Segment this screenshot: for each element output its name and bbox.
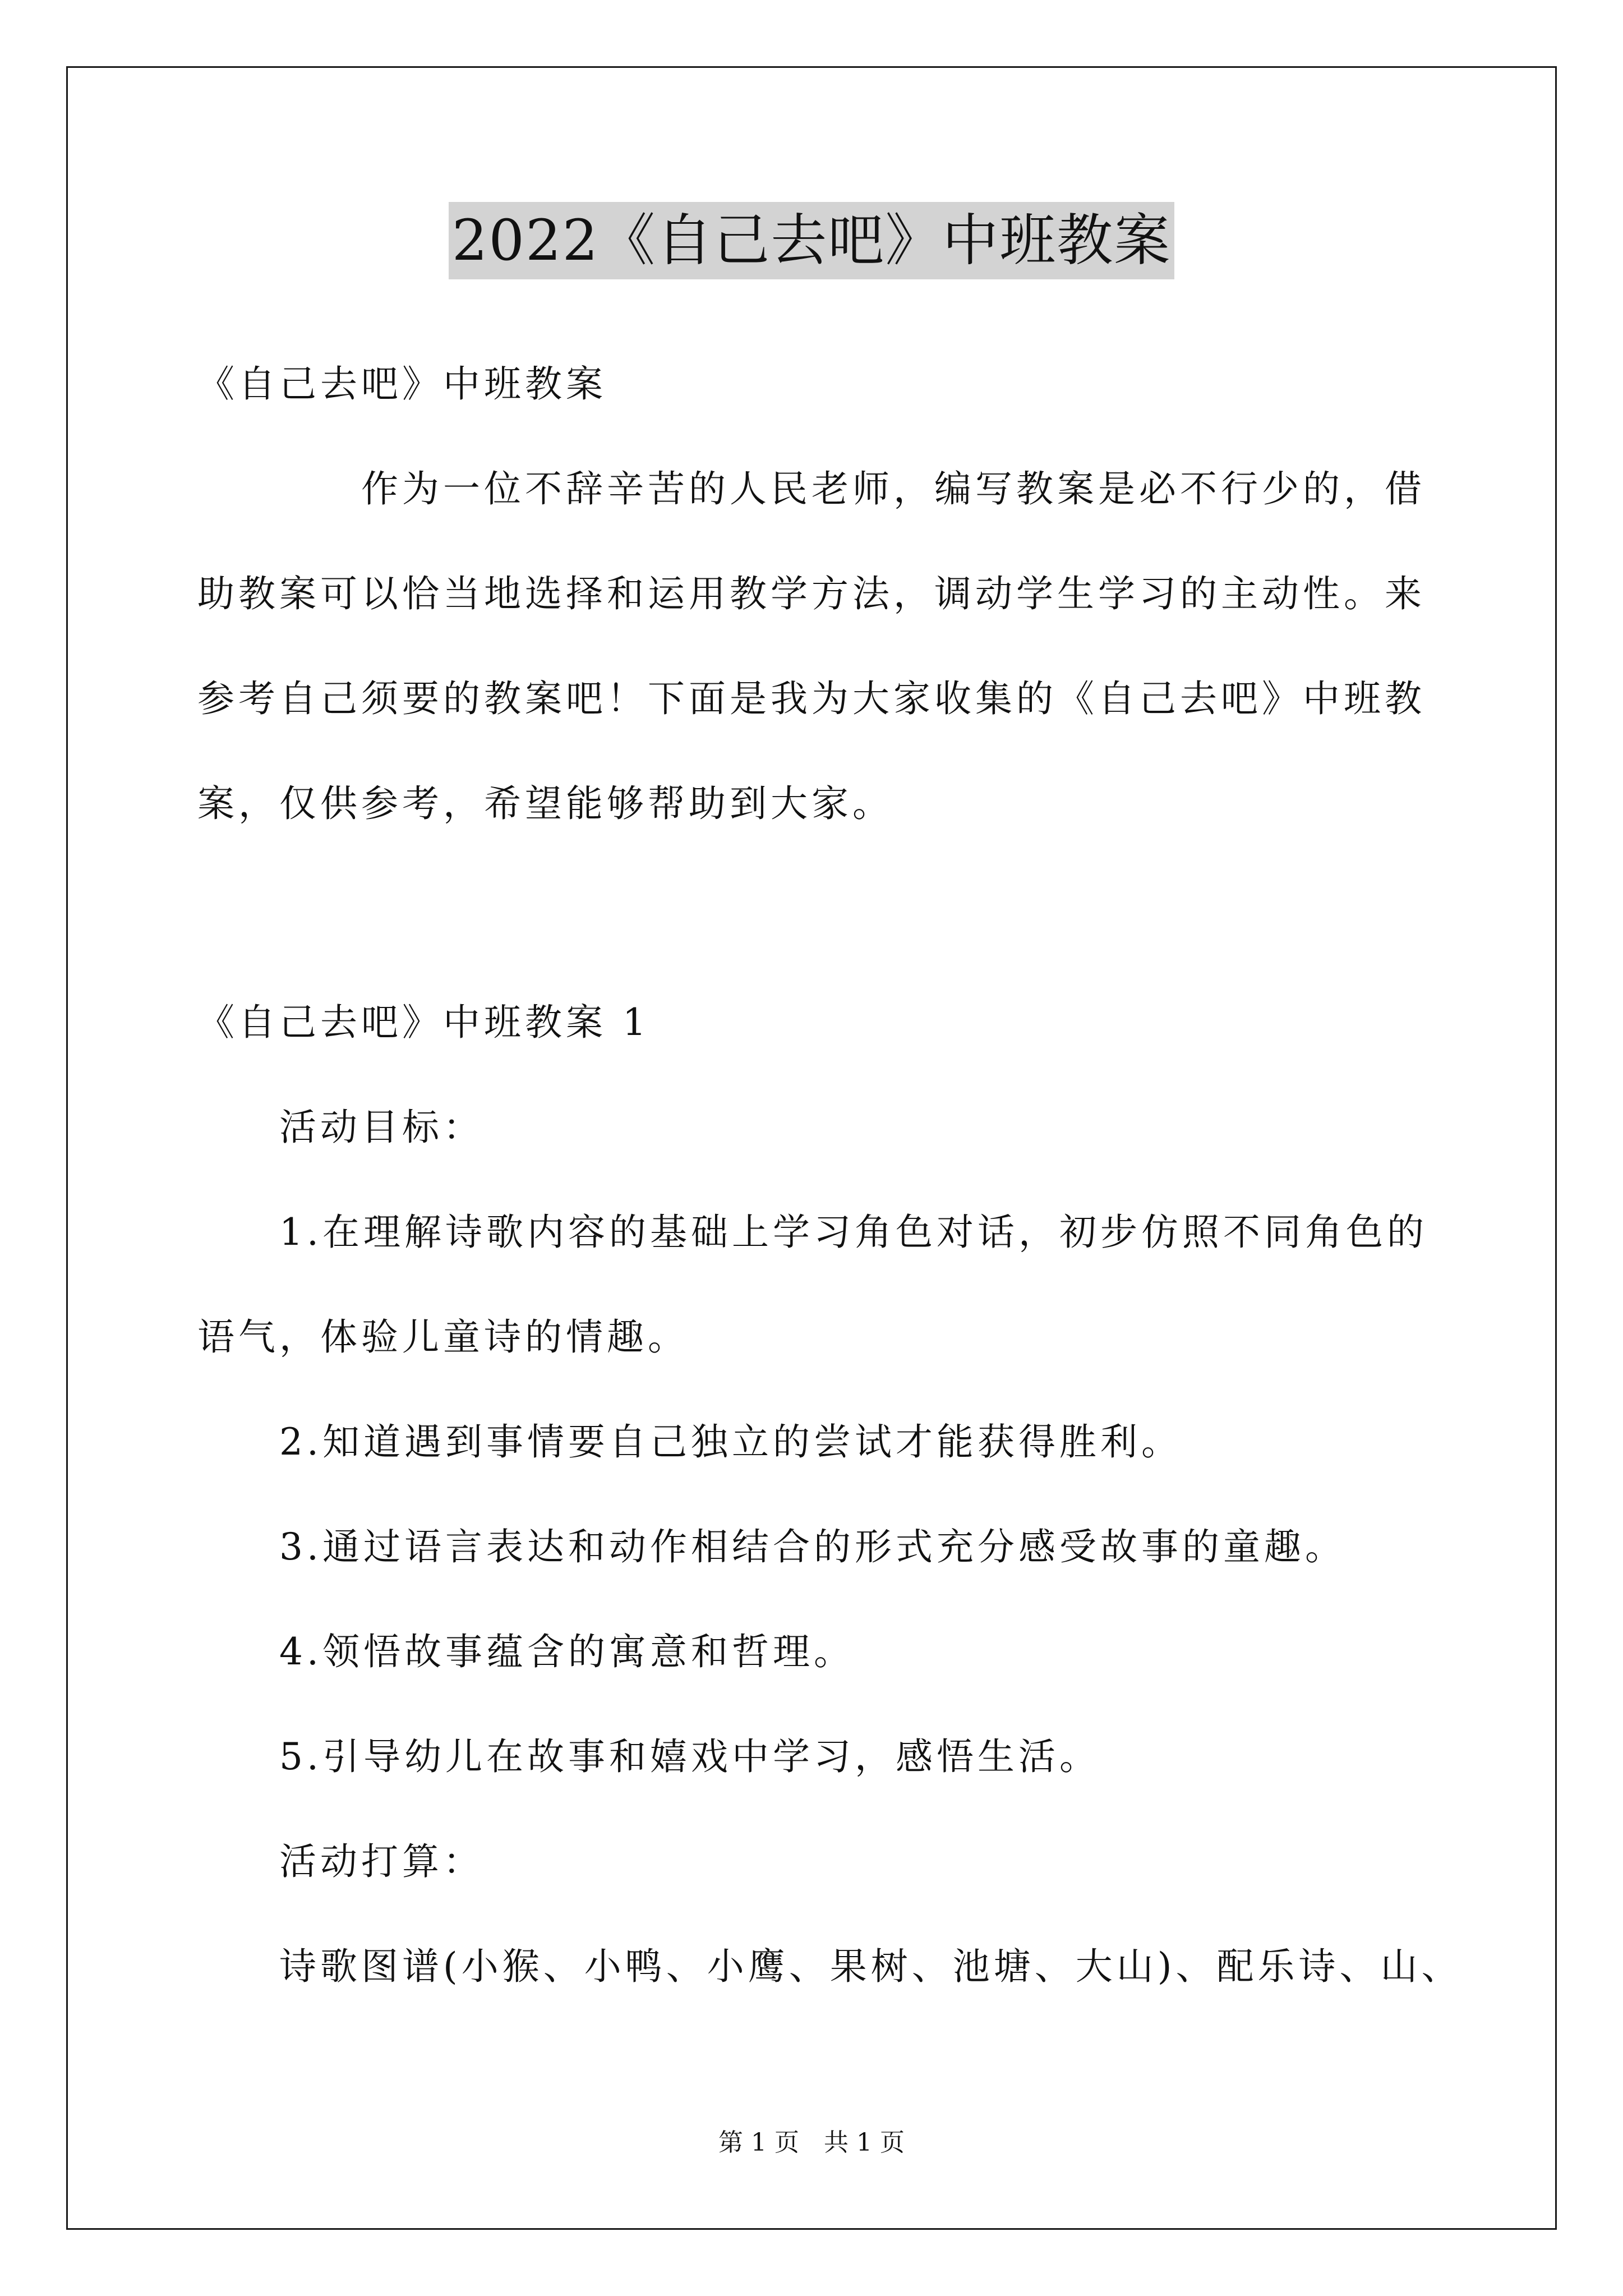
goal-1-line-2: 语气，体验儿童诗的情趣。 — [197, 1315, 689, 1359]
intro-line-1: 作为一位不辞辛苦的人民老师，编写教案是必不行少的，借 — [197, 467, 1426, 510]
document-title: 2022《自己去吧》中班教案 — [449, 202, 1175, 279]
intro-line-4: 案，仅供参考，希望能够帮助到大家。 — [197, 782, 893, 825]
goal-3: 3.通过语言表达和动作相结合的形式充分感受故事的童趣。 — [197, 1525, 1346, 1568]
page-footer: 第 1 页 共 1 页 — [718, 2128, 905, 2157]
goals-heading: 活动目标： — [197, 1106, 484, 1149]
goal-1-line-1: 1.在理解诗歌内容的基础上学习角色对话，初步仿照不同角色的 — [197, 1211, 1428, 1254]
document-title-wrap — [0, 202, 1623, 280]
preparation-line-1: 诗歌图谱(小猴、小鸭、小鹰、果树、池塘、大山)、配乐诗、山、 — [197, 1945, 1463, 1988]
intro-line-3: 参考自己须要的教案吧！下面是我为大家收集的《自己去吧》中班教 — [197, 677, 1426, 720]
subtitle-line: 《自己去吧》中班教案 — [197, 362, 607, 406]
section-heading: 《自己去吧》中班教案 1 — [197, 1001, 650, 1044]
preparation-heading: 活动打算： — [197, 1840, 484, 1883]
goal-5: 5.引导幼儿在故事和嬉戏中学习，感悟生活。 — [197, 1735, 1100, 1778]
goal-4: 4.领悟故事蕴含的寓意和哲理。 — [197, 1630, 855, 1673]
intro-line-2: 助教案可以恰当地选择和运用教学方法，调动学生学习的主动性。来 — [197, 572, 1426, 615]
goal-2: 2.知道遇到事情要自己独立的尝试才能获得胜利。 — [197, 1420, 1182, 1464]
